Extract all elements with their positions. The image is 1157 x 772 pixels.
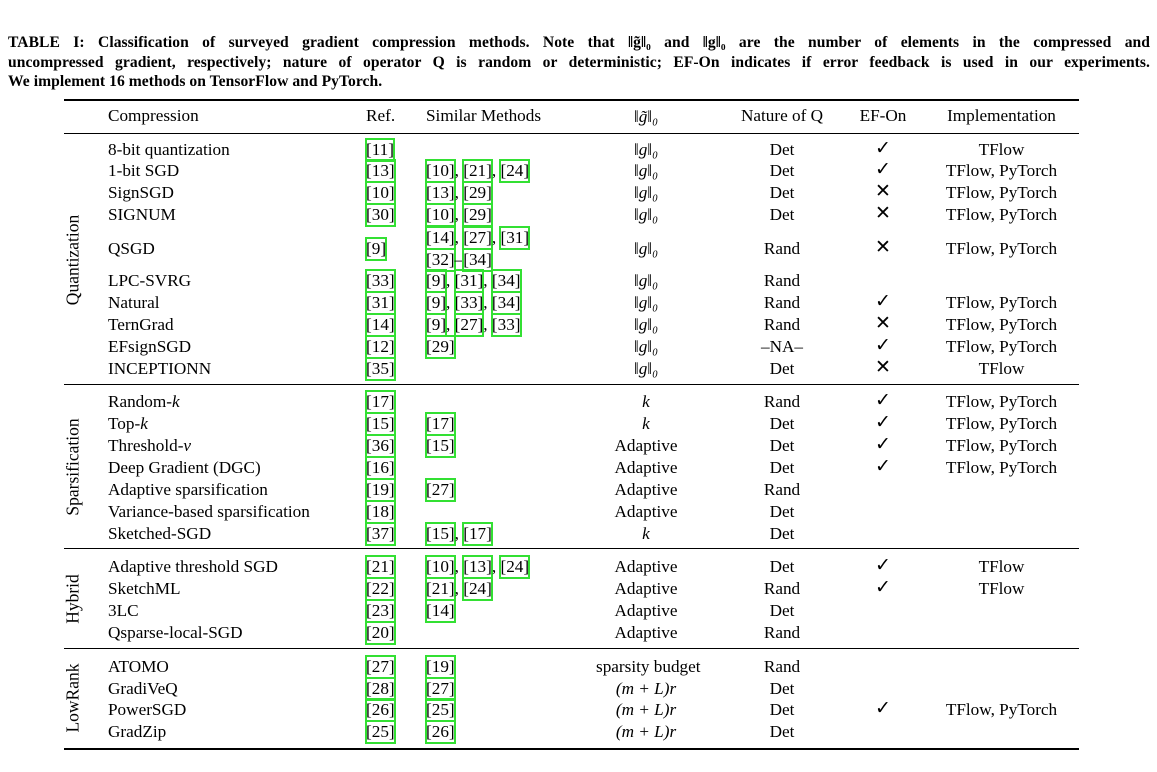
ref-citation: [17]	[366, 392, 395, 411]
compressed-size: Adaptive	[614, 480, 678, 499]
method-name: Adaptive threshold SGD	[108, 557, 278, 576]
header-compression: Compression	[108, 106, 199, 125]
similar-methods: [27]	[426, 480, 455, 499]
nature-of-q: Rand	[763, 657, 801, 676]
method-name: Variance-based sparsification	[108, 502, 310, 521]
ref-citation: [26]	[366, 700, 395, 719]
method-name: Qsparse-local-SGD	[108, 623, 243, 642]
method-name: SIGNUM	[108, 205, 176, 224]
header-rule	[64, 133, 1079, 134]
cross-icon: ✕	[875, 357, 891, 378]
ref-citation: [21]	[366, 557, 395, 576]
nature-of-q: Det	[769, 183, 795, 202]
caption-line-1: TABLE I: Classification of surveyed gradient compression methods. Note that ‖g̃‖₀ and ‖g‖₀ are the number of elements in the compressed and	[8, 34, 1150, 51]
nature-of-q: Det	[769, 161, 795, 180]
ref-citation: [31]	[366, 293, 395, 312]
similar-methods: [25]	[426, 700, 455, 719]
cross-icon: ✕	[875, 203, 891, 224]
header-similar-methods: Similar Methods	[426, 106, 542, 125]
nature-of-q: Rand	[763, 293, 801, 312]
ref-citation: [36]	[366, 436, 395, 455]
nature-of-q: Det	[769, 436, 795, 455]
compressed-size: Adaptive	[614, 502, 678, 521]
ref-citation: [12]	[366, 337, 395, 356]
compressed-size: ‖g‖₀	[633, 315, 659, 334]
method-name: Deep Gradient (DGC)	[108, 458, 261, 477]
check-icon: ✓	[875, 555, 891, 576]
method-name: Top-k	[108, 414, 148, 433]
ref-citation: [11]	[366, 140, 394, 159]
group-divider	[64, 548, 1079, 549]
nature-of-q: Rand	[763, 239, 801, 258]
implementation: TFlow	[978, 579, 1025, 598]
method-name: GradZip	[108, 722, 167, 741]
nature-of-q: Det	[769, 524, 795, 543]
compressed-size: k	[642, 392, 650, 411]
check-icon: ✓	[875, 698, 891, 719]
ref-citation: [20]	[366, 623, 395, 642]
ref-citation: [33]	[366, 271, 395, 290]
similar-methods: [19]	[426, 657, 455, 676]
method-name: EFsignSGD	[108, 337, 192, 356]
nature-of-q: Rand	[763, 271, 801, 290]
method-name: GradiVeQ	[108, 679, 178, 698]
ref-citation: [30]	[366, 205, 395, 224]
nature-of-q: Rand	[763, 480, 801, 499]
group-divider	[64, 384, 1079, 385]
nature-of-q: Det	[769, 140, 795, 159]
nature-of-q: Rand	[763, 392, 801, 411]
compressed-size: ‖g‖₀	[633, 205, 659, 224]
compressed-size: ‖g‖₀	[633, 271, 659, 290]
implementation: TFlow, PyTorch	[945, 436, 1058, 455]
top-rule	[64, 99, 1079, 101]
similar-methods: [15]	[426, 436, 455, 455]
compressed-size: Adaptive	[614, 557, 678, 576]
similar-methods: [29]	[426, 337, 455, 356]
header-compressed-norm: ‖g̃‖₀	[633, 107, 659, 126]
group-divider	[64, 648, 1079, 649]
group-label-hybrid: Hybrid	[62, 573, 83, 624]
implementation: TFlow, PyTorch	[945, 183, 1058, 202]
ref-citation: [22]	[366, 579, 395, 598]
method-name: Random-k	[108, 392, 180, 411]
similar-methods: [15], [17]	[426, 524, 492, 543]
compressed-size: ‖g‖₀	[633, 293, 659, 312]
ref-citation: [13]	[366, 161, 395, 180]
implementation: TFlow, PyTorch	[945, 337, 1058, 356]
similar-methods: [14], [27], [31]	[426, 228, 530, 247]
method-name: PowerSGD	[108, 700, 187, 719]
check-icon: ✓	[875, 434, 891, 455]
nature-of-q: Det	[769, 502, 795, 521]
similar-methods-cont: [32]–[34]	[426, 250, 492, 269]
similar-methods: [10], [29]	[426, 205, 492, 224]
compressed-size: sparsity budget	[596, 657, 701, 676]
cross-icon: ✕	[875, 313, 891, 334]
nature-of-q: Det	[769, 601, 795, 620]
compressed-size: ‖g‖₀	[633, 161, 659, 180]
compressed-size: ‖g‖₀	[633, 140, 659, 159]
similar-methods: [27]	[426, 679, 455, 698]
implementation: TFlow	[978, 140, 1025, 159]
method-name: 1-bit SGD	[108, 161, 180, 180]
compressed-size: ‖g‖₀	[633, 183, 659, 202]
caption-line-2: uncompressed gradient, respectively; nature of operator Q is random or deterministic; EF-On indicates if error feedback is used in our experiments.	[8, 53, 1150, 71]
similar-methods: [9], [33], [34]	[426, 293, 521, 312]
implementation: TFlow, PyTorch	[945, 458, 1058, 477]
ref-citation: [10]	[366, 183, 395, 202]
bottom-rule	[64, 748, 1079, 750]
ref-citation: [35]	[366, 359, 395, 378]
compressed-size: Adaptive	[614, 436, 678, 455]
check-icon: ✓	[875, 390, 891, 411]
method-name: 8-bit quantization	[108, 140, 230, 159]
nature-of-q: Det	[769, 722, 795, 741]
header-implementation: Implementation	[947, 106, 1056, 125]
method-name: Threshold-v	[108, 436, 192, 455]
compressed-size: k	[642, 524, 650, 543]
nature-of-q: Rand	[763, 315, 801, 334]
implementation: TFlow, PyTorch	[945, 315, 1058, 334]
implementation: TFlow	[978, 359, 1025, 378]
compressed-size: ‖g‖₀	[633, 337, 659, 356]
header-ref: Ref.	[366, 106, 396, 125]
compressed-size: Adaptive	[614, 458, 678, 477]
check-icon: ✓	[875, 335, 891, 356]
method-name: Natural	[108, 293, 160, 312]
nature-of-q: Det	[769, 700, 795, 719]
method-name: SignSGD	[108, 183, 174, 202]
compressed-size: ‖g‖₀	[633, 239, 659, 258]
implementation: TFlow, PyTorch	[945, 293, 1058, 312]
compressed-size: Adaptive	[614, 623, 678, 642]
compressed-size: (m + L)r	[615, 700, 677, 719]
table-caption	[8, 33, 1150, 92]
ref-citation: [37]	[366, 524, 395, 543]
header-nature-of-q: Nature of Q	[740, 106, 824, 125]
group-label-sparsification: Sparsification	[62, 418, 83, 516]
similar-methods: [13], [29]	[426, 183, 492, 202]
method-name: SketchML	[108, 579, 181, 598]
ref-citation: [25]	[366, 722, 395, 741]
compressed-size: k	[642, 414, 650, 433]
check-icon: ✓	[875, 412, 891, 433]
nature-of-q: Det	[769, 359, 795, 378]
similar-methods: [26]	[426, 722, 455, 741]
method-name: TernGrad	[108, 315, 174, 334]
nature-of-q: Rand	[763, 623, 801, 642]
similar-methods: [9], [31], [34]	[426, 271, 521, 290]
implementation: TFlow, PyTorch	[945, 392, 1058, 411]
ref-citation: [28]	[366, 679, 395, 698]
method-name: QSGD	[108, 239, 155, 258]
group-label-quantization: Quantization	[62, 214, 83, 305]
ref-citation: [23]	[366, 601, 395, 620]
check-icon: ✓	[875, 138, 891, 159]
nature-of-q: –NA–	[760, 337, 803, 356]
ref-citation: [14]	[366, 315, 395, 334]
ref-citation: [16]	[366, 458, 395, 477]
cross-icon: ✕	[875, 181, 891, 202]
implementation: TFlow	[978, 557, 1025, 576]
check-icon: ✓	[875, 159, 891, 180]
check-icon: ✓	[875, 456, 891, 477]
nature-of-q: Det	[769, 458, 795, 477]
implementation: TFlow, PyTorch	[945, 239, 1058, 258]
similar-methods: [10], [21], [24]	[426, 161, 530, 180]
check-icon: ✓	[875, 291, 891, 312]
group-label-lowrank: LowRank	[62, 663, 83, 733]
nature-of-q: Det	[769, 205, 795, 224]
method-name: INCEPTIONN	[108, 359, 212, 378]
cross-icon: ✕	[875, 237, 891, 258]
check-icon: ✓	[875, 577, 891, 598]
ref-citation: [27]	[366, 657, 395, 676]
nature-of-q: Rand	[763, 579, 801, 598]
compressed-size: Adaptive	[614, 601, 678, 620]
compressed-size: (m + L)r	[615, 722, 677, 741]
ref-citation: [9]	[366, 239, 387, 258]
implementation: TFlow, PyTorch	[945, 161, 1058, 180]
similar-methods: [21], [24]	[426, 579, 492, 598]
method-name: LPC-SVRG	[108, 271, 192, 290]
caption-line-3: We implement 16 methods on TensorFlow and PyTorch.	[8, 73, 383, 90]
ref-citation: [18]	[366, 502, 395, 521]
nature-of-q: Det	[769, 557, 795, 576]
compressed-size: (m + L)r	[615, 679, 677, 698]
ref-citation: [19]	[366, 480, 395, 499]
method-name: ATOMO	[108, 657, 169, 676]
method-name: 3LC	[108, 601, 139, 620]
ref-citation: [15]	[366, 414, 395, 433]
nature-of-q: Det	[769, 679, 795, 698]
implementation: TFlow, PyTorch	[945, 700, 1058, 719]
implementation: TFlow, PyTorch	[945, 414, 1058, 433]
nature-of-q: Det	[769, 414, 795, 433]
similar-methods: [14]	[426, 601, 455, 620]
similar-methods: [9], [27], [33]	[426, 315, 521, 334]
implementation: TFlow, PyTorch	[945, 205, 1058, 224]
header-ef-on: EF-On	[859, 106, 907, 125]
similar-methods: [10], [13], [24]	[426, 557, 530, 576]
method-name: Adaptive sparsification	[108, 480, 268, 499]
compressed-size: ‖g‖₀	[633, 359, 659, 378]
method-name: Sketched-SGD	[108, 524, 212, 543]
compressed-size: Adaptive	[614, 579, 678, 598]
similar-methods: [17]	[426, 414, 455, 433]
